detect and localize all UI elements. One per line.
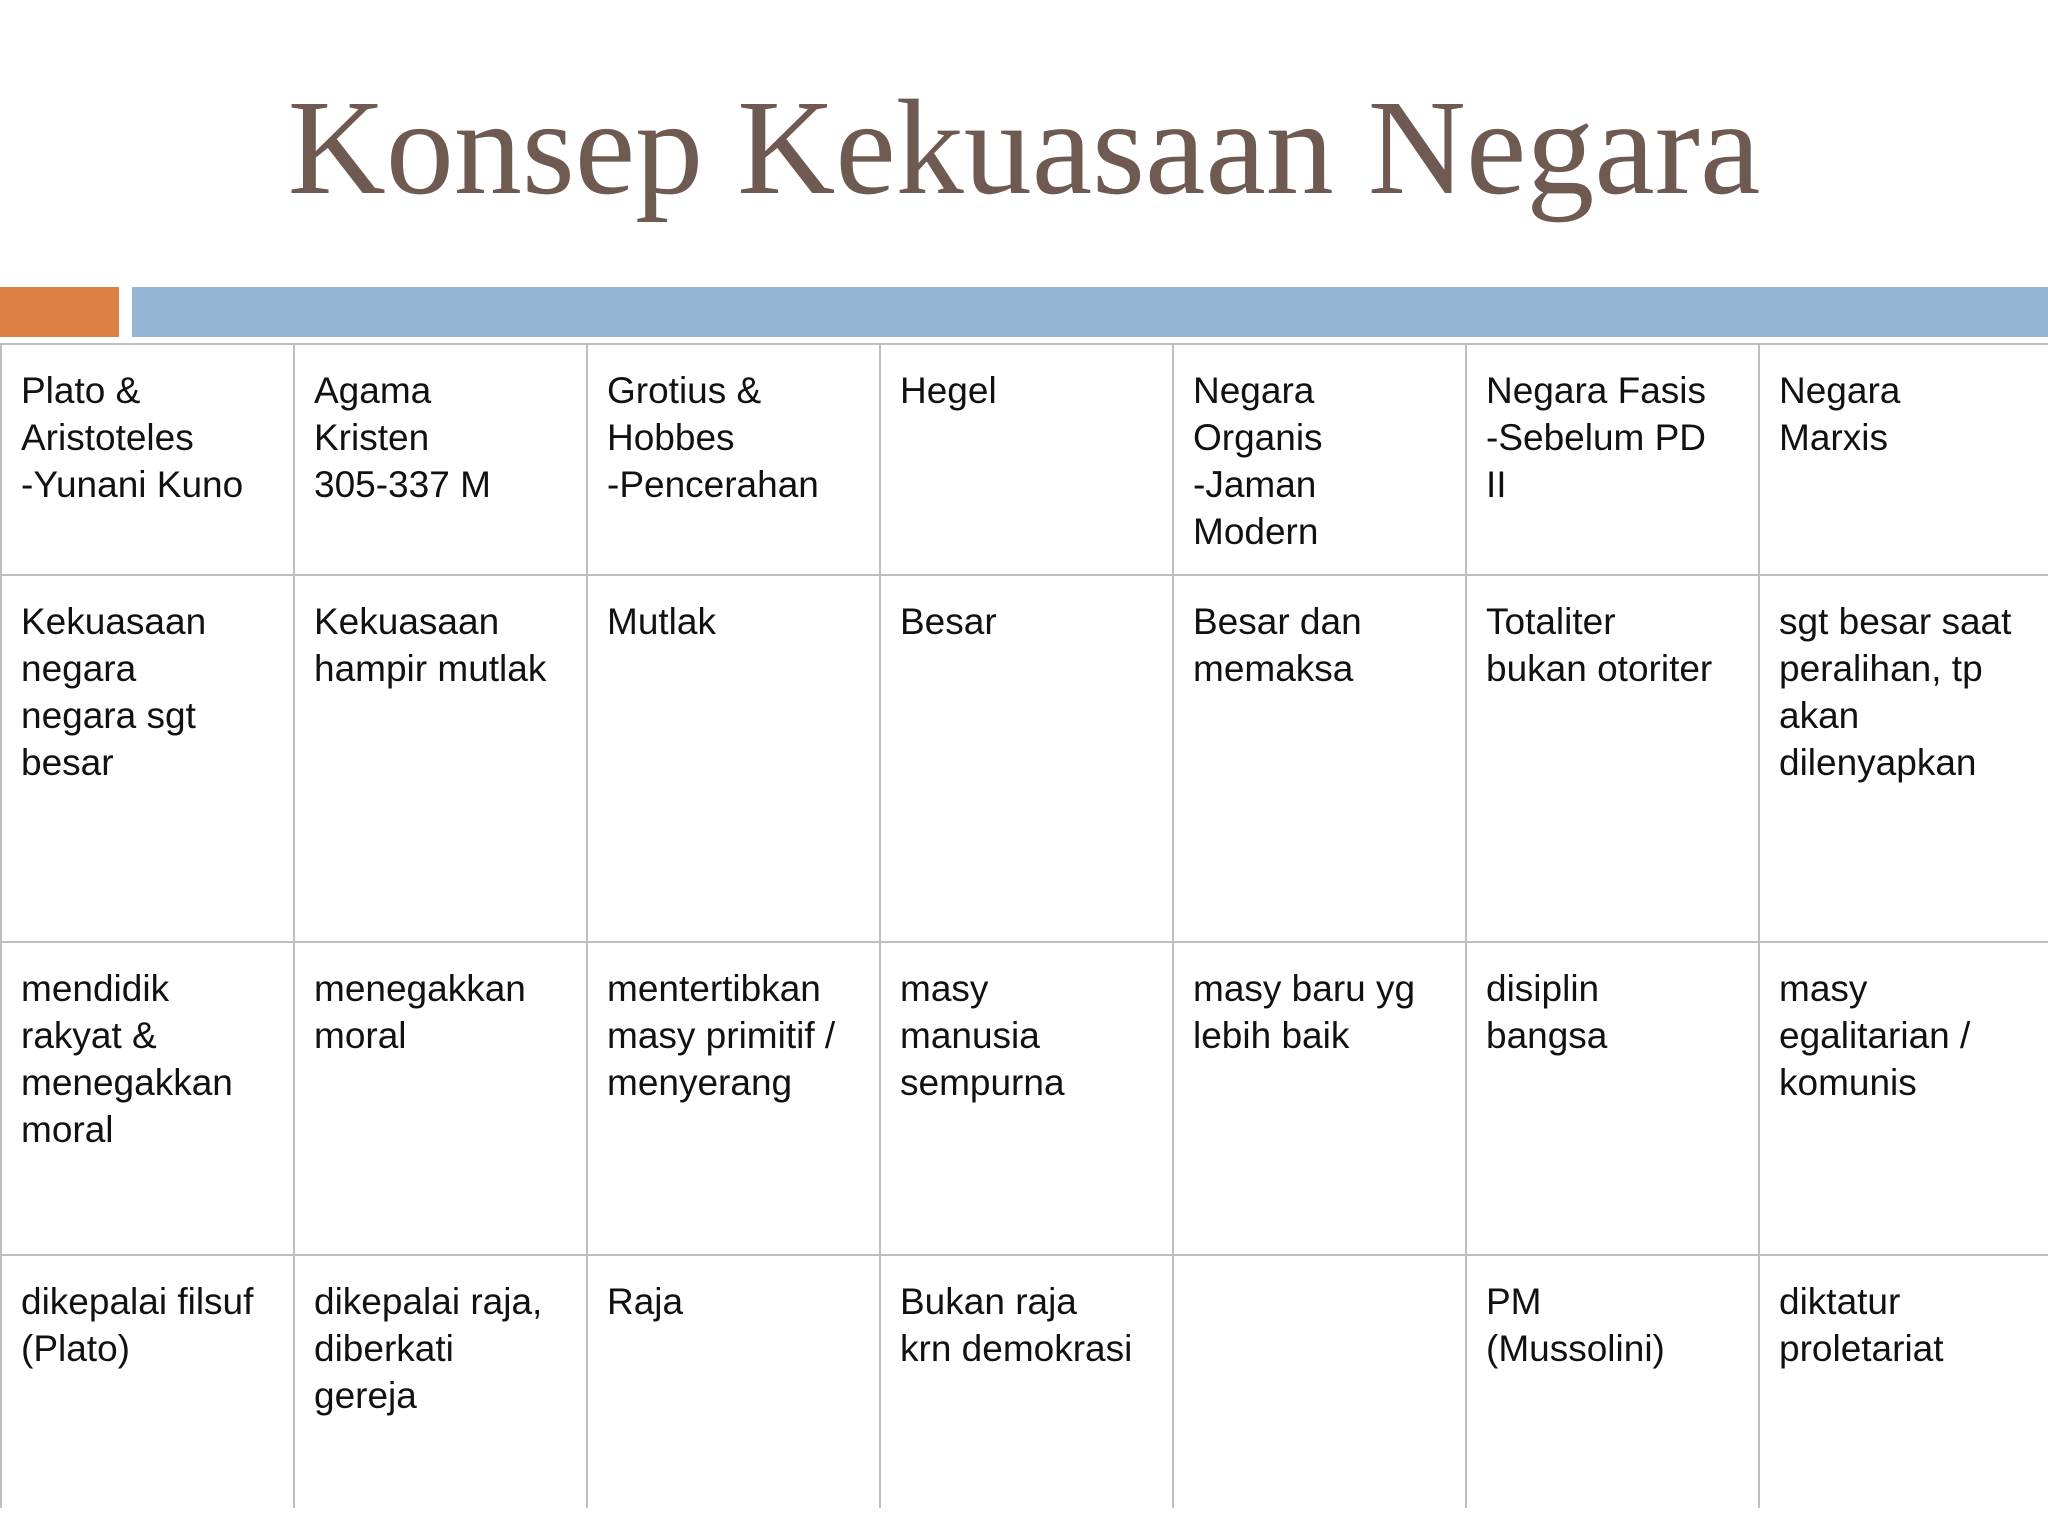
table-cell: Kekuasaan hampir mutlak — [294, 575, 587, 942]
table-cell: mentertibkan masy primitif / menyerang — [587, 942, 880, 1255]
table-cell: masy baru yg lebih baik — [1173, 942, 1466, 1255]
table-cell: Raja — [587, 1255, 880, 1517]
table-row — [1, 1255, 2048, 1517]
table-cell: dikepalai filsuf (Plato) — [1, 1255, 294, 1517]
table-cell: PM (Mussolini) — [1466, 1255, 1759, 1517]
table-cell: masy manusia sempurna — [880, 942, 1173, 1255]
table-cell: sgt besar saat peralihan, tp akan dilenyapkan — [1759, 575, 2048, 942]
table-cell: disiplin bangsa — [1466, 942, 1759, 1255]
table-cell: Totaliter bukan otoriter — [1466, 575, 1759, 942]
accent-bar-blue — [132, 287, 2048, 337]
table-cell: Mutlak — [587, 575, 880, 942]
table-cell: Grotius & Hobbes -Pencerahan — [587, 344, 880, 575]
table-row — [1, 344, 2048, 575]
concept-table — [0, 343, 2048, 1518]
table-cell: Kekuasaan negara negara sgt besar — [1, 575, 294, 942]
slide-title: Konsep Kekuasaan Negara — [287, 73, 1761, 223]
table-cell: Negara Organis -Jaman Modern — [1173, 344, 1466, 575]
table-cell: diktatur proletariat — [1759, 1255, 2048, 1517]
table-cell: Agama Kristen 305-337 M — [294, 344, 587, 575]
table-cell: Besar dan memaksa — [1173, 575, 1466, 942]
table-cell: Negara Fasis -Sebelum PD II — [1466, 344, 1759, 575]
table-cell: Bukan raja krn demokrasi — [880, 1255, 1173, 1517]
table-cell: menegakkan moral — [294, 942, 587, 1255]
table-cell — [1173, 1255, 1466, 1517]
table-cell: Negara Marxis — [1759, 344, 2048, 575]
table-cell: dikepalai raja, diberkati gereja — [294, 1255, 587, 1517]
table-cell: Besar — [880, 575, 1173, 942]
table-row — [1, 942, 2048, 1255]
table-cell: Plato & Aristoteles -Yunani Kuno — [1, 344, 294, 575]
accent-bar-orange — [0, 287, 119, 337]
bottom-margin — [0, 1508, 2048, 1536]
table-row — [1, 575, 2048, 942]
table-cell: mendidik rakyat & menegakkan moral — [1, 942, 294, 1255]
table-cell: Hegel — [880, 344, 1173, 575]
table-cell: masy egalitarian / komunis — [1759, 942, 2048, 1255]
